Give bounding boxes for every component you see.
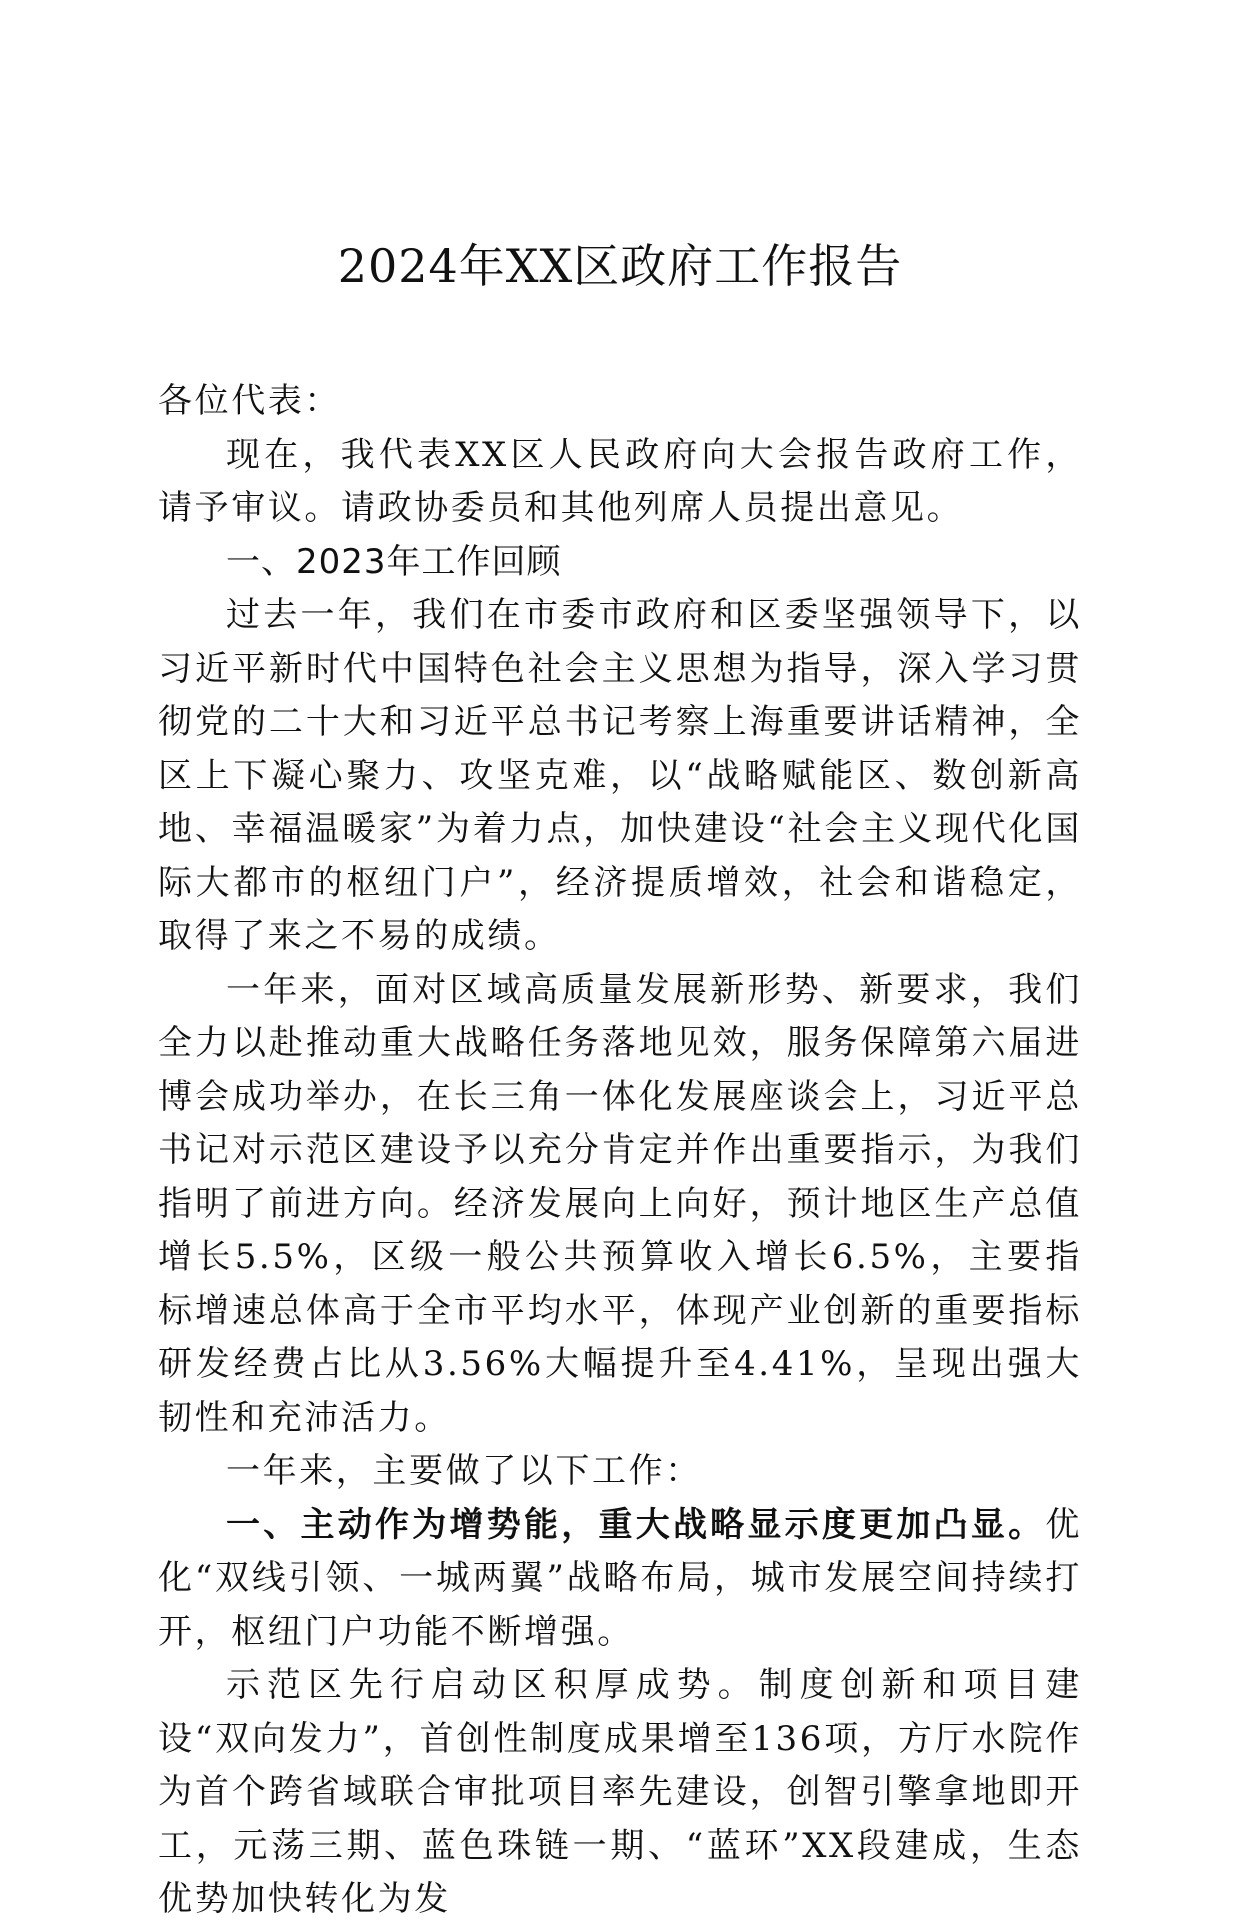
paragraph-demo-zone: 示范区先行启动区积厚成势。制度创新和项目建设“双向发力”，首创性制度成果增至136项，方厅水院作为首个跨省域联合审批项目率先建设，创智引擎拿地即开工，元荡三期、蓝色珠链一期、“蓝环”XX段建成，生态优势加快转化为发 <box>158 1665 1082 1919</box>
intro-paragraph: 现在，我代表XX区人民政府向大会报告政府工作，请予审议。请政协委员和其他列席人员提出意见。 <box>158 434 1082 528</box>
paragraph-strategy-text: 优化“双线引领、一城两翼”战略布局，城市发展空间持续打开，枢纽门户功能不断增强。 <box>158 1504 1082 1652</box>
paragraph-achievements: 一年来，面对区域高质量发展新形势、新要求，我们全力以赴推动重大战略任务落地见效，服务保障第六届进博会成功举办，在长三角一体化发展座谈会上，习近平总书记对示范区建设予以充分肯定并作出重要指示，为我们指明了前进方向。经济发展向上向好，预计地区生产总值增长5.5%，区级一般公共预算收入增长6.5%，主要指标增速总体高于全市平均水平，体现产业创新的重要指标研发经费占比从3.56%大幅提升至4.41%，呈现出强大韧性和充沛活力。 <box>158 969 1082 1438</box>
document-title: 2024年XX区政府工作报告 <box>337 239 903 293</box>
section-heading: 一、2023年工作回顾 <box>226 541 562 582</box>
paragraph-strategy-lead: 一、主动作为增势能，重大战略显示度更加凸显。 <box>226 1504 1046 1545</box>
paragraph-work-intro: 一年来，主要做了以下工作： <box>226 1451 702 1491</box>
paragraph-review: 过去一年，我们在市委市政府和区委坚强领导下，以习近平新时代中国特色社会主义思想为指导，深入学习贯彻党的二十大和习近平总书记考察上海重要讲话精神，全区上下凝心聚力、攻坚克难，以“战略赋能区、数创新高地、幸福温暖家”为着力点，加快建设“社会主义现代化国际大都市的枢纽门户”，经济提质增效，社会和谐稳定，取得了来之不易的成绩。 <box>158 595 1082 956</box>
salutation: 各位代表： <box>158 381 341 421</box>
paragraph-strategy <box>158 1499 1082 1660</box>
document-body <box>158 375 1082 1927</box>
